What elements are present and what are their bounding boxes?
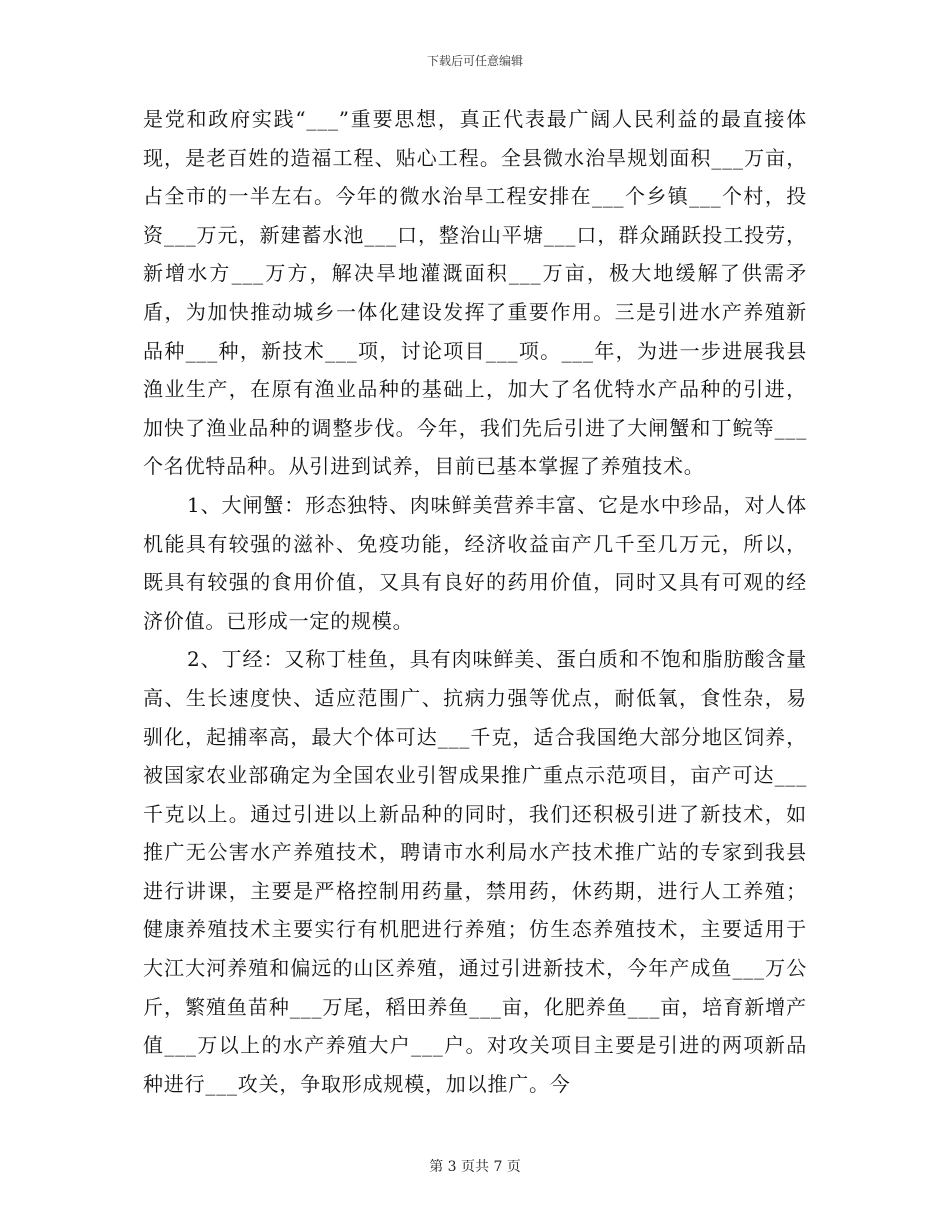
page-header: 下载后可任意编辑 [426, 54, 523, 68]
paragraph-hairy-crab: 1、大闸蟹：形态独特、肉味鲜美营养丰富、它是水中珍品，对人体机能具有较强的滋补、免疫功能，经济收益亩产几千至几万元，所以，既具有较强的食用价值，又具有良好的药用价值，同时又具有可观的经济价值。已形成一定的规模。 [143, 492, 807, 633]
paragraph-continuation: 是党和政府实践“___”重要思想，真正代表最广阔人民利益的最直接体现，是老百姓的造福工程、贴心工程。全县微水治旱规划面积___万亩，占全市的一半左右。今年的微水治旱工程安排在___个乡镇___个村，投资___万元，新建蓄水池___口，整治山平塘___口，群众踊跃投工投劳，新增水方___万方，解决旱地灌溉面积___万亩，极大地缓解了供需矛盾，为加快推动城乡一体化建设发挥了重要作用。三是引进水产养殖新品种___种，新技术___项，讨论项目___项。___年，为进一步进展我县渔业生产，在原有渔业品种的基础上，加大了名优特水产品种的引进，加快了渔业品种的调整步伐。今年，我们先后引进了大闸蟹和丁鲩等___个名优特品种。从引进到试养，目前已基本掌握了养殖技术。 [143, 107, 807, 479]
page-number: 第 3 页共 7 页 [429, 1159, 521, 1175]
paragraph-tench: 2、丁经：又称丁桂鱼，具有肉味鲜美、蛋白质和不饱和脂肪酸含量高、生长速度快、适应范围广、抗病力强等优点，耐低氧，食性杂，易驯化，起捕率高，最大个体可达___千克，适合我国绝大部分地区饲养，被国家农业部确定为全国农业引智成果推广重点示范项目，亩产可达___千克以上。通过引进以上新品种的同时，我们还积极引进了新技术，如推广无公害水产养殖技术，聘请市水利局水产技术推广站的专家到我县进行讲课，主要是严格控制用药量，禁用药，休药期，进行人工养殖；健康养殖技术主要实行有机肥进行养殖；仿生态养殖技术，主要适用于大江大河养殖和偏远的山区养殖，通过引进新技术，今年产成鱼___万公斤，繁殖鱼苗种___万尾，稻田养鱼___亩，化肥养鱼___亩，培育新增产值___万以上的水产养殖大户___户。对攻关项目主要是引进的两项新品种进行___攻关，争取形成规模，加以推广。今 [143, 647, 807, 1096]
document-body [143, 100, 807, 1103]
